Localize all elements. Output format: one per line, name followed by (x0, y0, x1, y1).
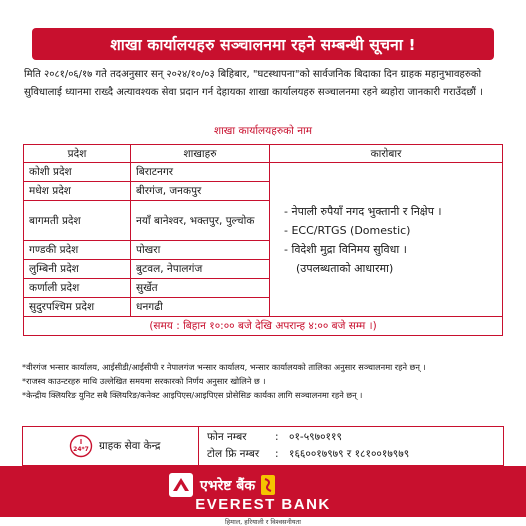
offices-cell: सुर्खेत (131, 279, 270, 298)
branch-table (23, 144, 503, 336)
province-cell: गण्डकी प्रदेश (24, 241, 131, 260)
brand-tagline: हिमाल, हरियाली र विश्वसनीयता (225, 518, 301, 526)
footnote-customs: *वीरगंज भन्सार कार्यालय, आईसीडी/आईसीपी र नेपालगंज भन्सार कार्यालय, भन्सार कार्यालयको तालिका अनुसार सञ्चालनमा रहने छन् । (22, 362, 426, 372)
phone-row (207, 429, 409, 446)
brand-logo-row (168, 472, 275, 498)
offices-cell: बिराटनगर (131, 163, 270, 182)
brand-glyph-icon (261, 475, 275, 495)
offices-cell: धनगढी (131, 298, 270, 317)
notice-banner (32, 28, 494, 60)
tollfree-label: टोल फ्रि नम्बर (207, 448, 260, 460)
offices-cell: पोखरा (131, 241, 270, 260)
service-forex: - विदेशी मुद्रा विनिमय सुविधा । (284, 242, 407, 256)
notice-title: शाखा कार्यालयहरु सञ्चालनमा रहने सम्बन्धी सूचना ! (110, 36, 416, 54)
everest-bank-logo-icon (168, 472, 194, 498)
footnote-clearing: *केन्द्रीय क्लियरिङ युनिट सबै क्लियरिङ/कनेक्ट आइपिएस/आइपिएस प्रोसेसिङ कार्यका लागि सञ्चालनमा रहने छन् । (22, 390, 363, 400)
footnotes (22, 360, 508, 402)
brand-name-nepali: एभरेष्ट बैंक (200, 477, 256, 494)
service-cash: - नेपाली रुपैयाँ नगद भुक्तानी र निक्षेप । (284, 204, 442, 218)
tollfree-colon: : (275, 448, 279, 460)
contact-numbers (207, 429, 409, 463)
table-row (24, 163, 503, 182)
services-cell (270, 163, 503, 317)
customer-care-title: ग्राहक सेवा केन्द्र (99, 440, 161, 452)
offices-cell: बुटवल, नेपालगंज (131, 260, 270, 279)
service-ecc-rtgs: - ECC/RTGS (Domestic) (284, 223, 411, 237)
phone-number[interactable]: ०१-५९७०११९ (289, 431, 342, 443)
timing-row (24, 317, 503, 336)
province-cell: कोशी प्रदेश (24, 163, 131, 182)
header-offices: शाखाहरु (131, 145, 270, 163)
header-province: प्रदेश (24, 145, 131, 163)
province-cell: मधेश प्रदेश (24, 182, 131, 201)
province-cell: लुम्बिनी प्रदेश (24, 260, 131, 279)
tollfree-number[interactable]: १६६००१७९७९ र १८१००१७९७९ (289, 448, 410, 460)
service-availability-note: (उपलब्धताको आधारमा) (296, 261, 394, 275)
footnote-revenue: *राजस्व काउन्टरहरु माथि उल्लेखित समयमा सरकारको निर्णय अनुसार खोलिने छ । (22, 376, 266, 386)
table-caption: शाखा कार्यालयहरुको नाम (213, 125, 313, 137)
timing-text: (समय : बिहान १०:०० बजे देखि अपरान्ह ४:०० बजे सम्म ।) (24, 317, 503, 336)
province-cell: कर्णाली प्रदेश (24, 279, 131, 298)
brand-footer (0, 466, 526, 517)
intro-paragraph: मिति २०८१/०६/१७ गते तदअनुसार सन् २०२४/१०/०३ बिहिबार, "घटस्थापना"को सार्वजनिक बिदाका दिन ग्राहक महानुभावहरुको सुविधालाई ध्यानमा राख्दै अत्यावश्यक सेवा प्रदान गर्न देहायका शाखा कार्यालयहरु सञ्चालनमा रहने ब्यहोरा जानकारी गराउँदछौं । (24, 69, 483, 98)
phone-label: फोन नम्बर (207, 431, 247, 443)
province-cell: सुदुरपश्चिम प्रदेश (24, 298, 131, 317)
table-header-row (24, 145, 503, 163)
customer-care-label-area (23, 427, 199, 465)
clock-24x7-icon (69, 434, 93, 458)
brand-name-english: EVEREST BANK (195, 496, 331, 513)
header-services: कारोबार (270, 145, 503, 163)
offices-cell: बीरगंज, जनकपुर (131, 182, 270, 201)
customer-care-box (22, 426, 504, 466)
province-cell: बागमती प्रदेश (24, 201, 131, 241)
tollfree-row (207, 446, 409, 463)
phone-colon: : (275, 431, 279, 443)
clock-label: 24*7 (73, 446, 89, 453)
offices-cell: नयाँ बानेश्वर, भक्तपुर, पुल्चोक (131, 201, 270, 241)
